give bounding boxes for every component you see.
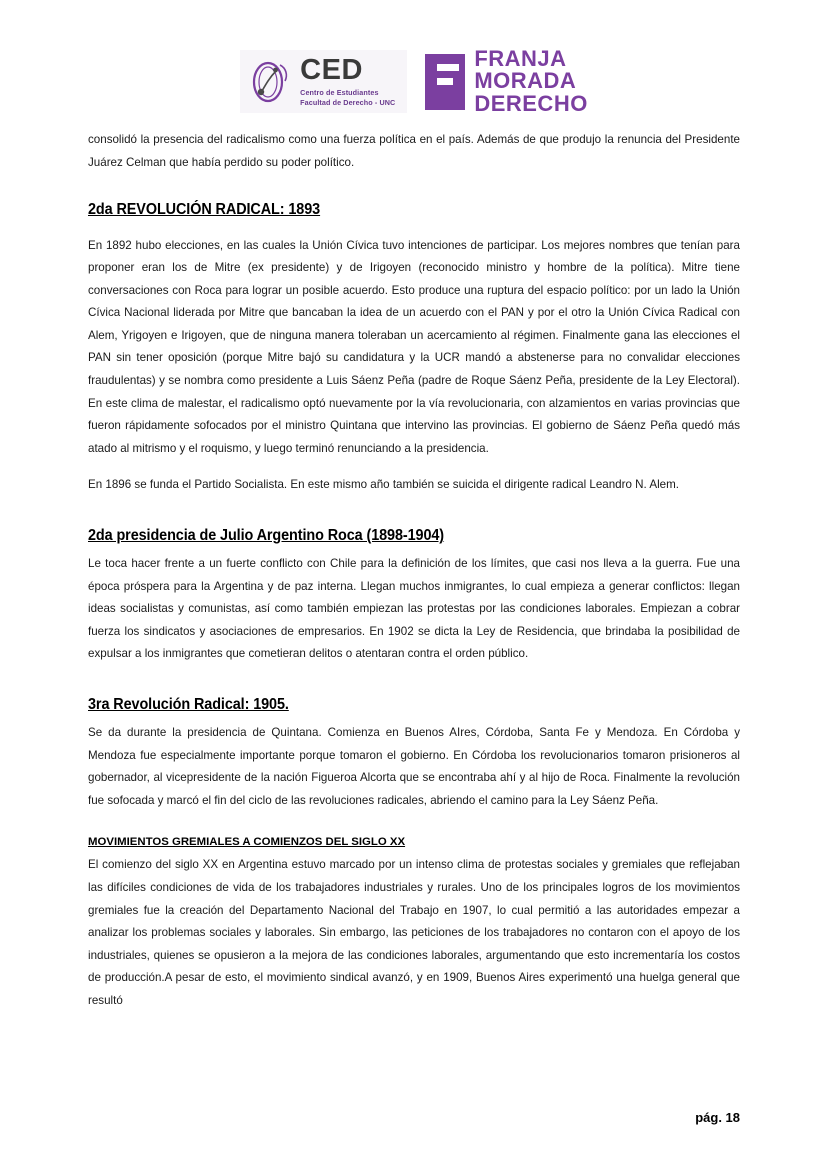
section-3-paragraph-1: Se da durante la presidencia de Quintana. Comienza en Buenos AIres, Córdoba, Santa Fe y Mendoza. En Córdoba y Mendoza fue especialmente importante porque tomaron el gobierno. En Córdoba los revolucionarios tomaron prisioneros al gobernador, al vicepresidente de la nación Figueroa Alcorta que se encontraba ahí y al hijo de Roca. Finalmente la revolución fue sofocada y marcó el fin del ciclo de las revoluciones radicales, abriendo el camino para la Ley Sáenz Peña.: [88, 726, 740, 807]
document-body: [0, 201, 828, 1013]
ced-emblem-icon: [250, 59, 292, 105]
ced-logo: [240, 50, 407, 113]
section-heading-1: 2da REVOLUCIÓN RADICAL: 1893: [88, 200, 321, 218]
section-1-paragraph-1: En 1892 hubo elecciones, en las cuales la Unión Cívica tuvo intenciones de participar. Los mejores nombres que tenían para proponer eran los de Mitre (ex presidente) y de Irigoyen (reconocido ministro y hombre de la política). Mitre tiene conversaciones con Roca para lograr un posible acuerdo. Esto produce una ruptura del espacio político: por un lado la Unión Cívica Nacional liderada por Mitre que bancaban la idea de un acuerdo con el PAN y por el otro la Unión Cívica Radical con Alem, Yrigoyen e Irigoyen, que de ninguna manera toleraban un acercamiento al régimen. Finalmente gana las elecciones el PAN sin tener oposición (porque Mitre bajó su candidatura y la UCR mandó a abstenerse para no convalidar elecciones fraudulentas) y se nombra como presidente a Luis Sáenz Peña (padre de Roque Sáenz Peña, presidente de la Ley Electoral). En este clima de malestar, el radicalismo optó nuevamente por la vía revolucionaria, con alzamientos en varias provincias que fueron rápidamente sofocados por el ministro Quintana que intervino las provincias. El gobierno de Sáenz Peña quedó más atado al mitrismo y el roquismo, y luego terminó renunciando a la presidencia.: [88, 238, 740, 455]
minor-section-paragraph: El comienzo del siglo XX en Argentina estuvo marcado por un intenso clima de protestas sociales y gremiales que reflejaban las difíciles condiciones de vida de los trabajadores industriales y rurales. Uno de los principales logros de los movimientos gremiales fue la creación del Departamento Nacional del Trabajo en 1907, lo cual permitió a las autoridades empezar a analizar los problemas sociales y laborales. Sin embargo, las peticiones de los trabajadores no contaron con el apoyo de los industriales, quienes se opusieron a la mejora de las condiciones laborales, argumentando que esto incrementaría los costos de producción.A pesar de esto, el movimiento sindical avanzó, y en 1909, Buenos Aires experimentó una huelga general que resultó: [88, 858, 740, 1007]
ced-subtitle-line1: Centro de Estudiantes: [300, 87, 379, 97]
continuation-paragraph: consolidó la presencia del radicalismo como una fuerza política en el país. Además de que produjo la renuncia del Presidente Juárez Celman que había perdido su poder político.: [88, 133, 740, 169]
section-heading-2: 2da presidencia de Julio Argentino Roca (1898-1904): [88, 527, 445, 545]
section-1-paragraph-2: En 1896 se funda el Partido Socialista. En este mismo año también se suicida el dirigente radical Leandro N. Alem.: [88, 478, 679, 492]
franja-f-icon: [425, 54, 465, 110]
section-heading-3: 3ra Revolución Radical: 1905.: [88, 696, 289, 713]
ced-name: CED: [300, 53, 363, 86]
ced-text-block: [300, 53, 396, 107]
franja-wordmark: [474, 48, 588, 115]
minor-section-heading: MOVIMIENTOS GREMIALES A COMIENZOS DEL SIGLO XX: [88, 836, 406, 849]
continuation-paragraph-block: [0, 129, 828, 174]
document-header-logos: [0, 0, 828, 123]
franja-word-3: DERECHO: [474, 90, 588, 116]
ced-subtitle-line2: Facultad de Derecho - UNC: [300, 97, 396, 107]
franja-word-1: FRANJA: [474, 46, 567, 71]
section-2-paragraph-1: Le toca hacer frente a un fuerte conflicto con Chile para la definición de los límites, que casi nos lleva a la guerra. Fue una época próspera para la Argentina y de paz interna. Llegan muchos inmigrantes, lo cual empieza a generar conflictos: llegan ideas socialistas y comunistas, así como también empiezan las protestas por las condiciones laborales. Empiezan a cobrar fuerza los sindicatos y asociaciones de empresarios. En 1902 se dicta la Ley de Residencia, que brindaba la posibilidad de expulsar a los inmigrantes que cometieran delitos o atentaran contra el orden público.: [88, 557, 740, 661]
page-number: pág. 18: [695, 1110, 740, 1125]
franja-word-2: MORADA: [474, 68, 577, 94]
franja-morada-logo: [425, 48, 588, 115]
ced-subtitle: [300, 88, 395, 107]
